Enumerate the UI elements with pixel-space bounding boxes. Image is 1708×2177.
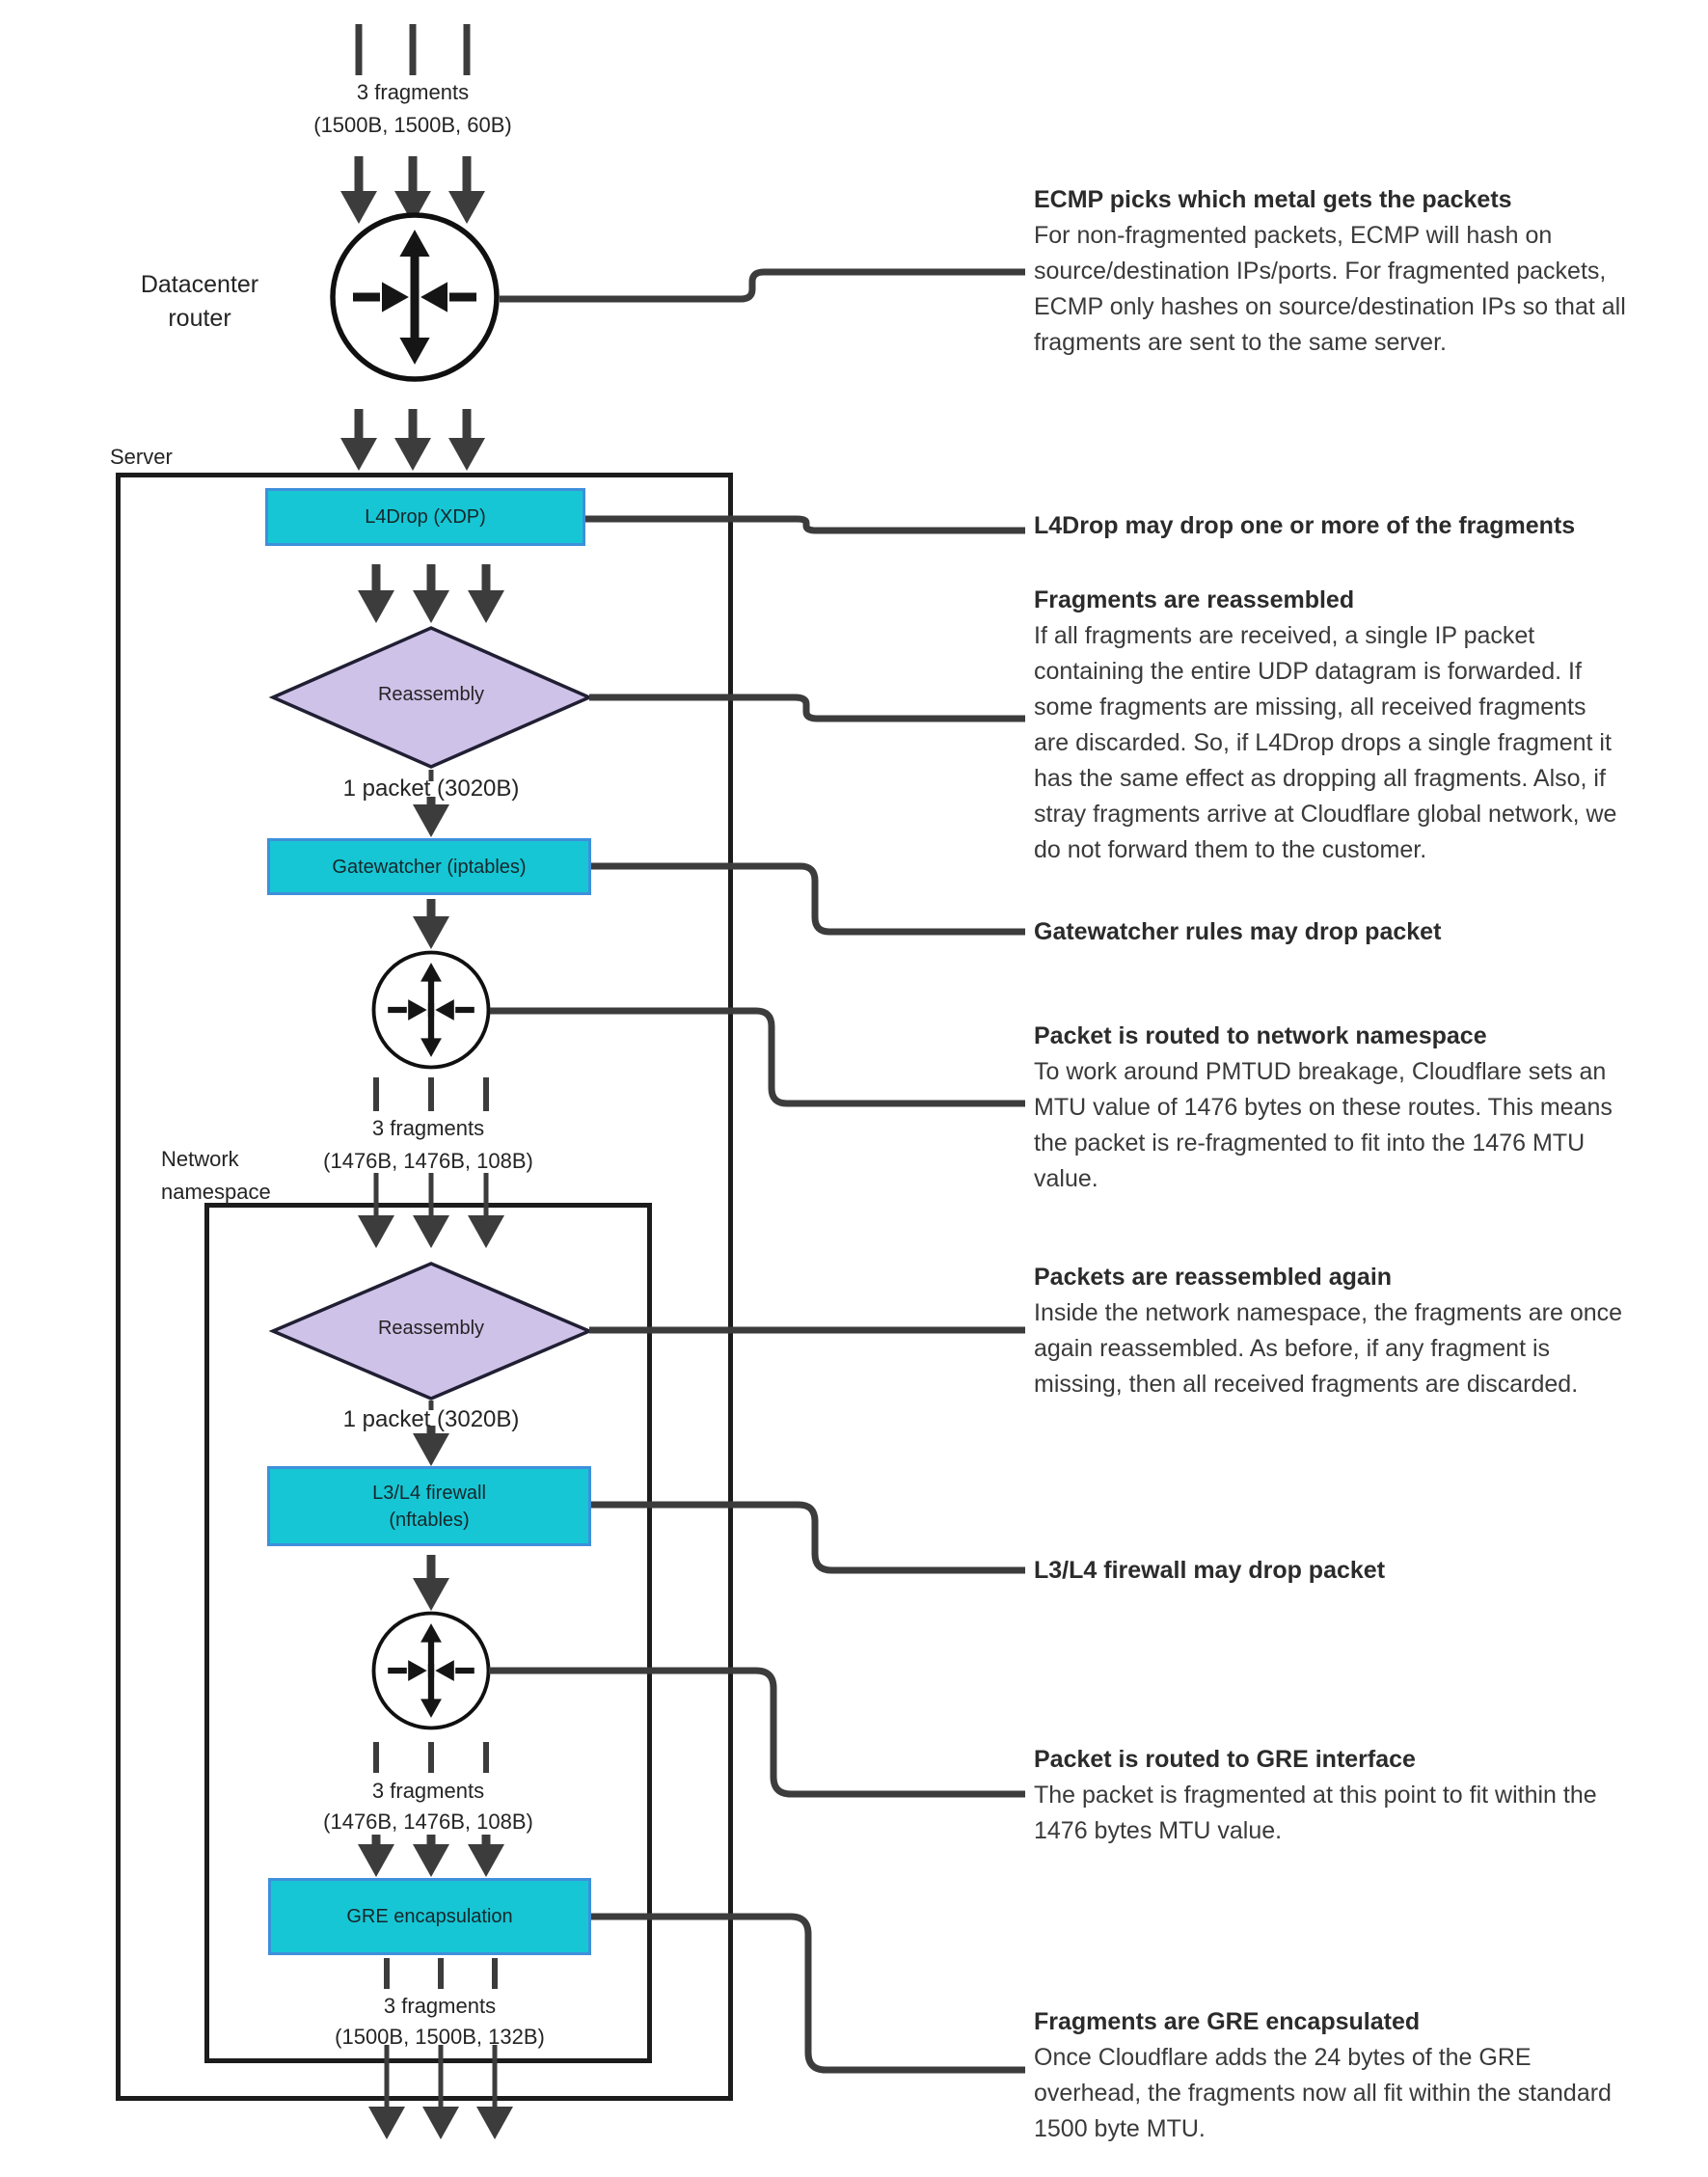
annotation-heading: Packet is routed to GRE interface <box>1034 1746 1416 1773</box>
annotation-heading: Fragments are reassembled <box>1034 586 1355 613</box>
encapsulated-dashes <box>387 1958 495 1989</box>
arrow-into-router-3 <box>413 1555 449 1611</box>
incoming-fragment-dashes <box>359 24 467 75</box>
annotation-line: Inside the network namespace, the fragments are once <box>1034 1299 1623 1326</box>
arrows-into-server <box>340 409 485 471</box>
refragmented-1-count: 3 fragments <box>371 1116 485 1140</box>
annotation-line: MTU value of 1476 bytes on these routes. This means <box>1034 1094 1613 1121</box>
annotation-heading: Packets are reassembled again <box>1034 1264 1393 1291</box>
l3l4-firewall-label-line2: (nftables) <box>389 1509 470 1531</box>
annotation-line: do not forward them to the customer. <box>1034 836 1427 863</box>
gatewatcher-label: Gatewatcher (iptables) <box>332 856 527 878</box>
annotation-heading: L4Drop may drop one or more of the fragments <box>1034 512 1576 539</box>
refragmented-2-dashes <box>376 1742 486 1773</box>
annotation-heading: L3/L4 firewall may drop packet <box>1034 1557 1386 1584</box>
network-namespace-label: Network namespace <box>161 1147 271 1204</box>
annotation-line: are discarded. So, if L4Drop drops a single fragment it <box>1034 729 1612 756</box>
datacenter-router-label: Datacenter router <box>140 271 259 332</box>
annotation-heading: ECMP picks which metal gets the packets <box>1034 186 1512 213</box>
annotation-line: source/destination IPs/ports. For fragmented packets, <box>1034 258 1607 285</box>
incoming-fragments-count: 3 fragments <box>356 80 470 104</box>
annotation-line: value. <box>1034 1165 1098 1192</box>
annotation-line: ECMP only hashes on source/destination IPs so that all <box>1034 293 1626 320</box>
route-to-namespace-icon <box>374 953 489 1068</box>
reassembly-1-label: Reassembly <box>377 684 485 705</box>
arrows-into-reassembly-1 <box>358 564 504 623</box>
refragmented-2-sizes: (1476B, 1476B, 108B) <box>323 1810 533 1834</box>
route-to-gre-icon <box>374 1614 489 1728</box>
reassembly-2-label: Reassembly <box>377 1318 485 1339</box>
annotation-line: To work around PMTUD breakage, Cloudflare sets an <box>1034 1058 1607 1085</box>
arrows-into-namespace <box>358 1173 504 1248</box>
packet-2-label: 1 packet (3020B) <box>342 1406 520 1432</box>
annotation-line: fragments are sent to the same server. <box>1034 329 1447 356</box>
annotation-line: If all fragments are received, a single IP packet <box>1034 622 1535 649</box>
l3l4-firewall-label-line1: L3/L4 firewall <box>372 1482 486 1504</box>
encapsulated-count: 3 fragments <box>383 1994 497 2018</box>
arrow-into-router-2 <box>413 899 449 949</box>
annotation-reassembled <box>1034 583 1616 868</box>
annotation-line: the packet is re-fragmented to fit into the 1476 MTU <box>1034 1129 1586 1157</box>
incoming-fragments-sizes: (1500B, 1500B, 60B) <box>313 113 512 137</box>
annotation-line: The packet is fragmented at this point to fit within the <box>1034 1782 1597 1809</box>
annotation-line: Once Cloudflare adds the 24 bytes of the GRE <box>1034 2044 1532 2071</box>
datacenter-router-icon <box>333 215 497 379</box>
annotation-routed-namespace <box>1034 1019 1613 1197</box>
annotation-line: has the same effect as dropping all fragments. Also, if <box>1034 765 1606 792</box>
encapsulated-sizes: (1500B, 1500B, 132B) <box>335 2025 545 2049</box>
annotation-reassembled-again <box>1034 1260 1622 1402</box>
annotation-gatewatcher <box>1034 914 1441 950</box>
annotation-line: overhead, the fragments now all fit within the standard <box>1034 2080 1612 2107</box>
l4drop-node <box>265 488 585 546</box>
l3l4-firewall-node <box>267 1466 591 1546</box>
annotation-line: stray fragments arrive at Cloudflare global network, we <box>1034 801 1617 828</box>
annotation-heading: Fragments are GRE encapsulated <box>1034 2008 1421 2035</box>
outgoing-arrows <box>368 2045 513 2139</box>
refragmented-1-sizes: (1476B, 1476B, 108B) <box>323 1149 533 1173</box>
annotation-line: missing, then all received fragments are discarded. <box>1034 1371 1579 1398</box>
refragmented-1-dashes <box>376 1077 486 1111</box>
gatewatcher-node <box>267 838 591 895</box>
annotation-l3l4 <box>1034 1553 1385 1589</box>
annotation-line: containing the entire UDP datagram is forwarded. If <box>1034 658 1582 685</box>
annotation-ecmp <box>1034 182 1626 361</box>
l4drop-label: L4Drop (XDP) <box>365 506 486 528</box>
annotation-gre-encapsulated <box>1034 2004 1612 2147</box>
packet-1-label: 1 packet (3020B) <box>342 776 520 802</box>
server-label: Server <box>110 445 173 469</box>
annotation-routed-gre <box>1034 1742 1597 1849</box>
annotation-line: 1500 byte MTU. <box>1034 2115 1206 2142</box>
annotation-line: For non-fragmented packets, ECMP will hash on <box>1034 222 1553 249</box>
annotation-line: 1476 bytes MTU value. <box>1034 1817 1283 1844</box>
annotation-heading: Packet is routed to network namespace <box>1034 1022 1487 1049</box>
annotation-line: again reassembled. As before, if any fragment is <box>1034 1335 1551 1362</box>
gre-node <box>268 1878 591 1955</box>
annotation-heading: Gatewatcher rules may drop packet <box>1034 918 1442 945</box>
arrows-into-gre <box>358 1835 504 1877</box>
refragmented-2-count: 3 fragments <box>371 1779 485 1803</box>
gre-label: GRE encapsulation <box>346 1906 513 1927</box>
annotation-line: some fragments are missing, all received fragments <box>1034 694 1586 721</box>
annotation-l4drop <box>1034 508 1575 544</box>
